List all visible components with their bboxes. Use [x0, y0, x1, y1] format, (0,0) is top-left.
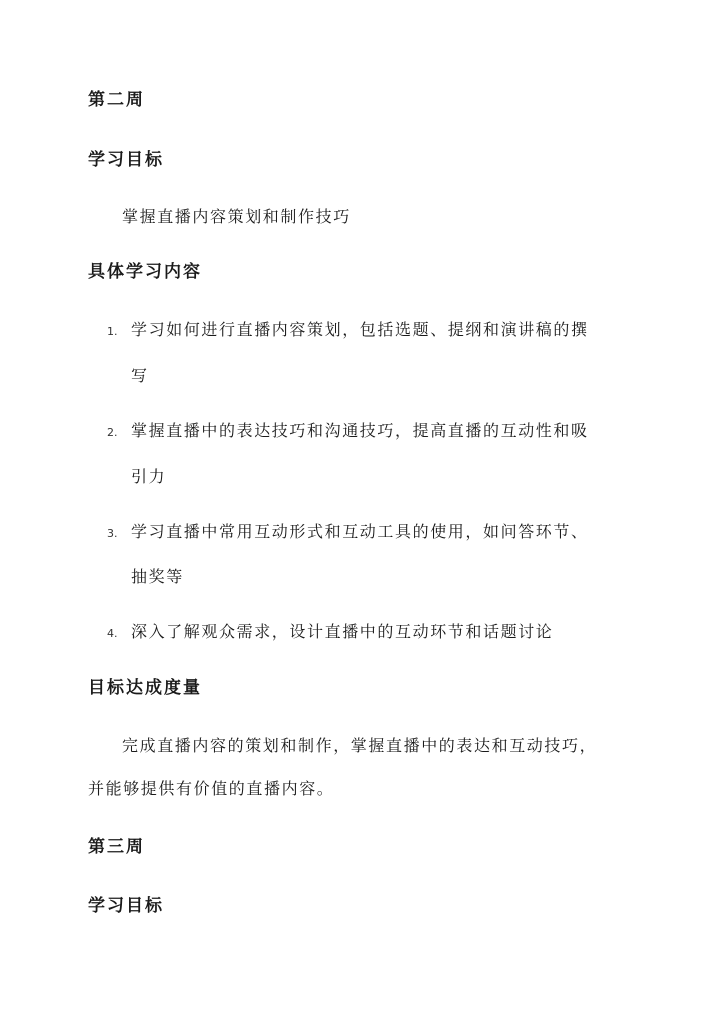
list-item-text: 掌握直播中的表达技巧和沟通技巧，提高直播的互动性和吸 — [131, 421, 589, 440]
week2-goal-heading: 学习目标 — [88, 150, 164, 170]
week2-measure-text-cont: 并能够提供有价值的直播内容。 — [88, 779, 335, 798]
week2-title: 第二周 — [88, 90, 145, 110]
list-item-text: 学习如何进行直播内容策划，包括选题、提纲和演讲稿的撰 — [131, 320, 589, 339]
week2-content-heading: 具体学习内容 — [88, 262, 202, 282]
list-item-number: 4. — [107, 627, 118, 640]
list-item-text: 学习直播中常用互动形式和互动工具的使用，如问答环节、 — [131, 522, 589, 541]
list-item-text-cont: 引力 — [131, 467, 167, 486]
week2-measure-text: 完成直播内容的策划和制作，掌握直播中的表达和互动技巧， — [122, 736, 598, 755]
week2-goal-text: 掌握直播内容策划和制作技巧 — [122, 207, 351, 226]
list-item-number: 2. — [107, 426, 118, 439]
week3-title: 第三周 — [88, 837, 145, 857]
list-item-number: 3. — [107, 527, 118, 540]
list-item-number: 1. — [107, 325, 118, 338]
list-item-text: 深入了解观众需求，设计直播中的互动环节和话题讨论 — [131, 622, 554, 641]
week2-measure-heading: 目标达成度量 — [88, 678, 202, 698]
list-item-text-cont: 写 — [131, 366, 149, 385]
list-item-text-cont: 抽奖等 — [131, 567, 184, 586]
week3-goal-heading: 学习目标 — [88, 896, 164, 916]
